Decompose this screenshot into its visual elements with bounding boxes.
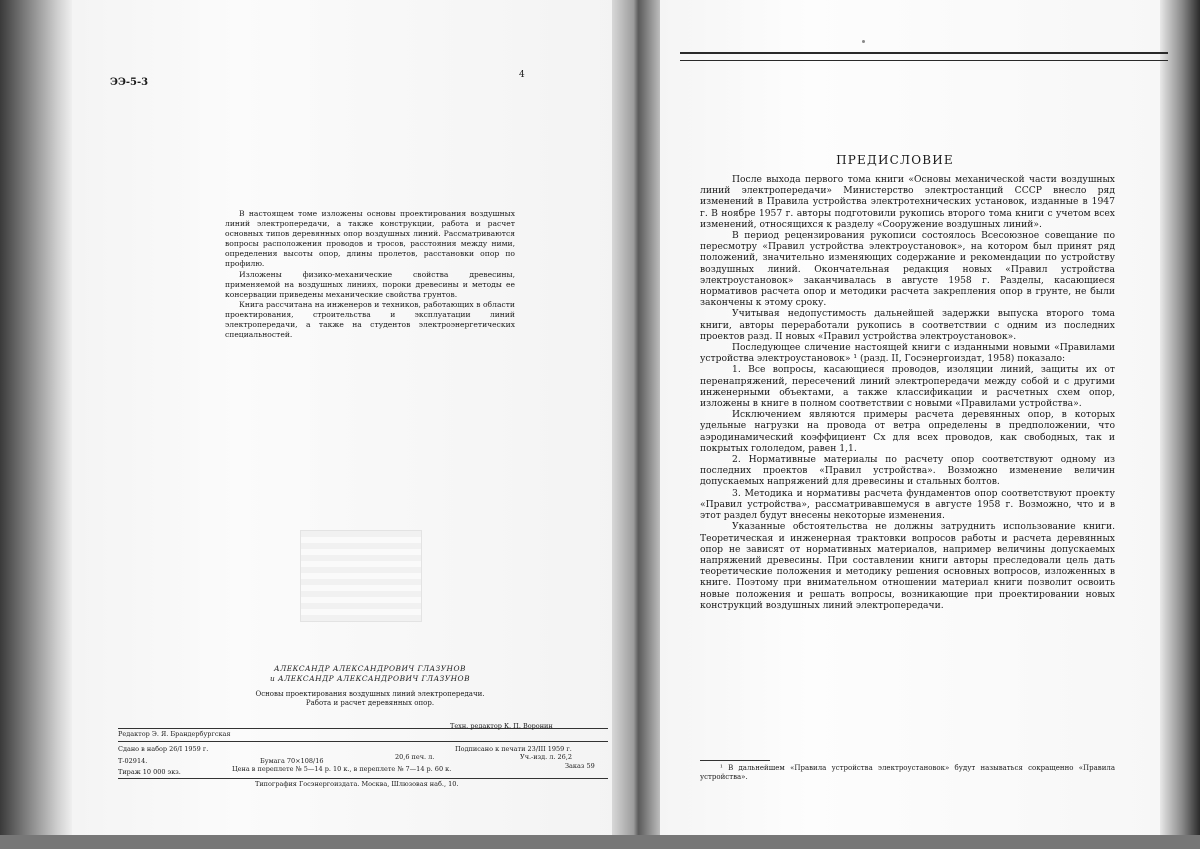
- imprint-sent: Сдано в набор 26/I 1959 г.: [118, 745, 209, 753]
- faded-stamp: [300, 530, 422, 622]
- preface-paragraph: Указанные обстоятельства не должны затруднить использование книги. Теоретическая и инженерная трактовки вопросов работы и расчета деревянных опор не зависят от нормативных материалов, например величины допускаемых напряжений древесины. При составлении книги авторы преследовали цель дать теоретические положения и методику решения основных вопросов, изложенных в книге. Поэтому при внимательном отношении материал книги позволит освоить новые положения и решать вопросы, возникающие при проектировании новых конструкций воздушных линий электропередачи.: [700, 521, 1115, 611]
- authors: [225, 664, 515, 683]
- imprint-signed: Подписано к печати 23/III 1959 г.: [455, 745, 572, 753]
- abstract-paragraph: Книга рассчитана на инженеров и техников, работающих в области проектирования, строительства и эксплуатации линий электропередачи, а также на студентов электроэнергетических специальностей.: [225, 299, 515, 340]
- header-rule-thin: [680, 60, 1168, 61]
- preface-paragraph: 3. Методика и нормативы расчета фундаментов опор соответствуют проекту «Правил устройства», рассматривавшемуся в августе 1958 г. Возможно, что и в этот раздел будут внесены некоторые изменения.: [700, 487, 1115, 522]
- footnote: ¹ В дальнейшем «Правила устройства электроустановок» будут называться сокращенно «Правила устройства».: [700, 764, 1115, 781]
- imprint-sheets: 20,6 печ. л.: [395, 753, 435, 761]
- abstract: [225, 209, 515, 340]
- imprint-order: Заказ 59: [565, 762, 595, 770]
- subtitle-line: Работа и расчет деревянных опор.: [305, 699, 435, 707]
- preface-paragraph: В период рецензирования рукописи состоялось Всесоюзное совещание по пересмотру «Правил устройства электроустановок», на котором был принят ряд положений, значительно изменяющих содержание и рекомендации по устройству воздушных линий. Окончательная редакция новых «Правил устройства электроустановок» заканчивалась в августе 1958 г. Разделы, касающиеся нормативов расчета опор и методики расчета закрепления опор в грунте, не были закончены к этому сроку.: [700, 230, 1115, 309]
- imprint-run: Тираж 10 000 экз.: [118, 768, 181, 776]
- preface-heading: ПРЕДИСЛОВИЕ: [836, 153, 954, 167]
- scan-left-shadow: [0, 0, 72, 849]
- scan-right-shadow: [1160, 0, 1200, 849]
- scan-bottom-edge: [0, 835, 1200, 849]
- header-rule: [680, 52, 1168, 54]
- abstract-paragraph: Изложены физико-механические свойства древесины, применяемой на воздушных линиях, пороки древесины и методы ее консервации приведены механические свойства грунтов.: [225, 269, 515, 299]
- preface-paragraph: Последующее сличение настоящей книги с изданными новыми «Правилами устройства электроустановок» ¹ (разд. II, Госэнергоиздат, 1958) показало:: [700, 342, 1115, 365]
- author-line: АЛЕКСАНДР АЛЕКСАНДРОВИЧ ГЛАЗУНОВ: [273, 664, 466, 673]
- preface-paragraph: 1. Все вопросы, касающиеся проводов, изоляции линий, защиты их от перенапряжений, пересечений линий электропередачи между собой и с другими инженерными объектами, а также классификации и расчетных схем опор, изложены в книге в полном соответствии с новыми «Правилами устройства».: [700, 364, 1115, 410]
- preface-paragraph: 2. Нормативные материалы по расчету опор соответствуют одному из последних проектов «Правил устройства». Возможно изменение величин допускаемых напряжений для древесины и стальных болтов.: [700, 454, 1115, 488]
- book-gutter: [612, 0, 660, 835]
- page-mark: 4: [519, 70, 525, 80]
- left-page: [72, 0, 622, 835]
- book-subtitle: [225, 690, 515, 708]
- imprint-price: Цена в переплете № 5—14 р. 10 к., в переплете № 7—14 р. 60 к.: [232, 765, 452, 773]
- subtitle-line: Основы проектирования воздушных линий электропередачи.: [255, 690, 485, 698]
- editor: Редактор Э. Я. Брандербургская: [118, 730, 231, 738]
- imprint-paper: Бумага 70×108/16: [260, 757, 324, 765]
- imprint-pub-sheets: Уч.-изд. л. 26,2: [520, 753, 573, 761]
- abstract-paragraph: В настоящем томе изложены основы проектирования воздушных линий электропередачи, а также конструкции, работа и расчет основных типов деревянных опор воздушных линий. Рассматриваются вопросы расположения проводов и тросов, расстояния между ними, определения высоты опор, длины пролетов, расстановки опор по профилю.: [225, 209, 515, 269]
- imprint-code: Т-02914.: [118, 757, 148, 765]
- author-line: и АЛЕКСАНДР АЛЕКСАНДРОВИЧ ГЛАЗУНОВ: [269, 673, 471, 683]
- catalog-code: ЭЭ-5-3: [110, 77, 149, 88]
- footnote-rule: [700, 760, 770, 761]
- preface-paragraph: После выхода первого тома книги «Основы механической части воздушных линий электропередачи» Министерство электростанций СССР внесло ряд изменений в Правила устройства электротехнических установок, изданные в 1947 г. В ноябре 1957 г. авторы подготовили рукопись второго тома книги с учетом всех изменений, относящихся к разделу «Сооружение воздушных линий».: [700, 174, 1115, 230]
- scan-speck: [862, 40, 865, 43]
- preface-body: [700, 174, 1115, 611]
- imprint-rule-mid: [118, 741, 608, 742]
- imprint-rule-bottom: [118, 778, 608, 779]
- imprint-printer: Типография Госэнергоиздата. Москва, Шлюзовая наб., 10.: [255, 780, 459, 788]
- tech-editor: Техн. редактор К. П. Воронин: [450, 722, 553, 730]
- preface-paragraph: Исключением являются примеры расчета деревянных опор, в которых удельные нагрузки на провода от ветра определены в предположении, что аэродинамический коэффициент Cx для всех проводов, как свободных, так и покрытых гололедом, равен 1,1.: [700, 409, 1115, 454]
- preface-paragraph: Учитывая недопустимость дальнейшей задержки выпуска второго тома книги, авторы переработали рукопись в соответствии с одним из последних проектов разд. II новых «Правил устройства электроустановок».: [700, 308, 1115, 342]
